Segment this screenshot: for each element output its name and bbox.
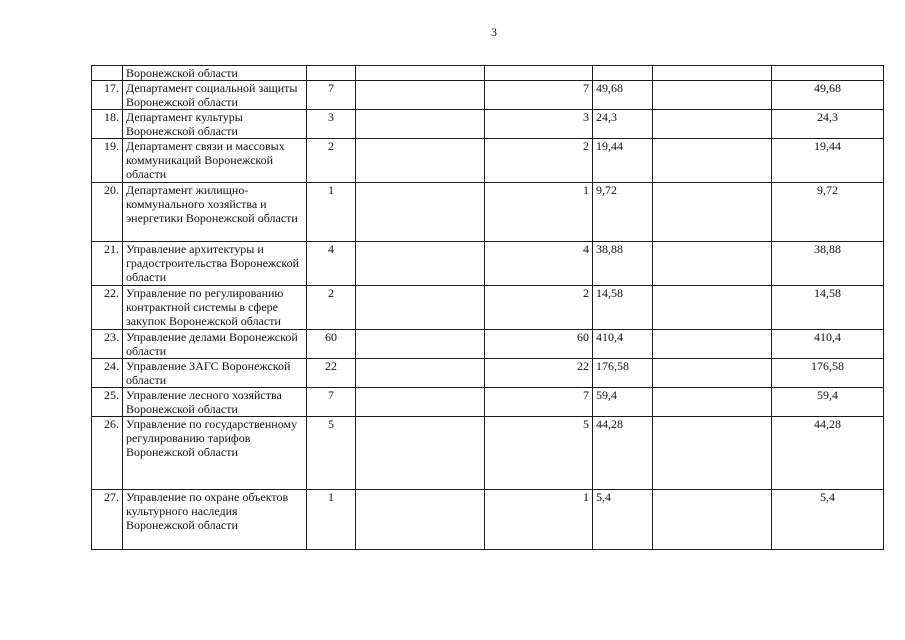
cell-col1: 3 xyxy=(307,110,356,139)
cell-col1: 1 xyxy=(307,490,356,550)
table-row xyxy=(92,490,884,550)
cell-col2 xyxy=(356,417,485,490)
cell-col3: 2 xyxy=(485,139,593,183)
cell-col6: 44,28 xyxy=(772,417,884,490)
cell-col4: 49,68 xyxy=(593,81,653,110)
cell-col2 xyxy=(356,139,485,183)
row-number: 21. xyxy=(92,242,123,286)
cell-col5 xyxy=(653,242,772,286)
table-row xyxy=(92,417,884,490)
row-number: 25. xyxy=(92,388,123,417)
row-number xyxy=(92,66,123,81)
data-table xyxy=(91,65,884,550)
cell-col2 xyxy=(356,359,485,388)
cell-col5 xyxy=(653,330,772,359)
cell-col4 xyxy=(593,66,653,81)
cell-col2 xyxy=(356,242,485,286)
cell-col4: 38,88 xyxy=(593,242,653,286)
page-number: 3 xyxy=(491,25,497,39)
cell-col1: 7 xyxy=(307,388,356,417)
table-row xyxy=(92,359,884,388)
cell-col1: 4 xyxy=(307,242,356,286)
cell-col6: 19,44 xyxy=(772,139,884,183)
cell-col2 xyxy=(356,81,485,110)
row-number: 18. xyxy=(92,110,123,139)
cell-col1: 1 xyxy=(307,183,356,242)
cell-col5 xyxy=(653,81,772,110)
cell-col4: 14,58 xyxy=(593,286,653,330)
cell-col1 xyxy=(307,66,356,81)
cell-col6: 5,4 xyxy=(772,490,884,550)
department-name: Управление архитектуры и градостроительства Воронежской области xyxy=(123,242,307,286)
cell-col2 xyxy=(356,110,485,139)
cell-col5 xyxy=(653,110,772,139)
row-number: 19. xyxy=(92,139,123,183)
row-number: 17. xyxy=(92,81,123,110)
cell-col1: 2 xyxy=(307,139,356,183)
department-name: Управление делами Воронежской области xyxy=(123,330,307,359)
table-row xyxy=(92,286,884,330)
table-row xyxy=(92,81,884,110)
cell-col1: 2 xyxy=(307,286,356,330)
row-number: 26. xyxy=(92,417,123,490)
cell-col2 xyxy=(356,490,485,550)
department-name: Департамент связи и массовых коммуникаций Воронежской области xyxy=(123,139,307,183)
table-row xyxy=(92,66,884,81)
department-name: Департамент жилищно-коммунального хозяйства и энергетики Воронежской области xyxy=(123,183,307,242)
department-name: Управление по регулированию контрактной системы в сфере закупок Воронежской области xyxy=(123,286,307,330)
cell-col6: 59,4 xyxy=(772,388,884,417)
cell-col3: 7 xyxy=(485,388,593,417)
table-row xyxy=(92,242,884,286)
cell-col4: 9,72 xyxy=(593,183,653,242)
cell-col6: 9,72 xyxy=(772,183,884,242)
cell-col5 xyxy=(653,286,772,330)
cell-col6: 38,88 xyxy=(772,242,884,286)
cell-col5 xyxy=(653,490,772,550)
cell-col3: 1 xyxy=(485,183,593,242)
table-row xyxy=(92,139,884,183)
cell-col5 xyxy=(653,183,772,242)
row-number: 20. xyxy=(92,183,123,242)
department-name: Управление по охране объектов культурного наследия Воронежской области xyxy=(123,490,307,550)
table-row xyxy=(92,110,884,139)
cell-col2 xyxy=(356,388,485,417)
cell-col2 xyxy=(356,330,485,359)
department-name: Департамент социальной защиты Воронежской области xyxy=(123,81,307,110)
cell-col3: 5 xyxy=(485,417,593,490)
cell-col4: 176,58 xyxy=(593,359,653,388)
cell-col3: 1 xyxy=(485,490,593,550)
cell-col2 xyxy=(356,286,485,330)
department-name: Воронежской области xyxy=(123,66,307,81)
table-row xyxy=(92,330,884,359)
department-name: Управление по государственному регулированию тарифов Воронежской области xyxy=(123,417,307,490)
department-name: Управление ЗАГС Воронежской области xyxy=(123,359,307,388)
cell-col3: 3 xyxy=(485,110,593,139)
cell-col4: 19,44 xyxy=(593,139,653,183)
cell-col2 xyxy=(356,183,485,242)
cell-col4: 59,4 xyxy=(593,388,653,417)
row-number: 27. xyxy=(92,490,123,550)
cell-col6: 24,3 xyxy=(772,110,884,139)
row-number: 23. xyxy=(92,330,123,359)
department-name: Департамент культуры Воронежской области xyxy=(123,110,307,139)
cell-col3: 60 xyxy=(485,330,593,359)
cell-col3: 22 xyxy=(485,359,593,388)
row-number: 24. xyxy=(92,359,123,388)
cell-col5 xyxy=(653,388,772,417)
cell-col1: 5 xyxy=(307,417,356,490)
cell-col5 xyxy=(653,66,772,81)
cell-col5 xyxy=(653,359,772,388)
row-number: 22. xyxy=(92,286,123,330)
cell-col3: 4 xyxy=(485,242,593,286)
cell-col6: 14,58 xyxy=(772,286,884,330)
cell-col6: 176,58 xyxy=(772,359,884,388)
cell-col1: 7 xyxy=(307,81,356,110)
table-row xyxy=(92,183,884,242)
cell-col5 xyxy=(653,139,772,183)
table-row xyxy=(92,388,884,417)
cell-col1: 22 xyxy=(307,359,356,388)
cell-col1: 60 xyxy=(307,330,356,359)
cell-col4: 5,4 xyxy=(593,490,653,550)
cell-col4: 410,4 xyxy=(593,330,653,359)
department-name: Управление лесного хозяйства Воронежской области xyxy=(123,388,307,417)
cell-col4: 24,3 xyxy=(593,110,653,139)
cell-col2 xyxy=(356,66,485,81)
cell-col6 xyxy=(772,66,884,81)
cell-col5 xyxy=(653,417,772,490)
cell-col6: 49,68 xyxy=(772,81,884,110)
cell-col6: 410,4 xyxy=(772,330,884,359)
cell-col3: 7 xyxy=(485,81,593,110)
cell-col3 xyxy=(485,66,593,81)
cell-col3: 2 xyxy=(485,286,593,330)
cell-col4: 44,28 xyxy=(593,417,653,490)
